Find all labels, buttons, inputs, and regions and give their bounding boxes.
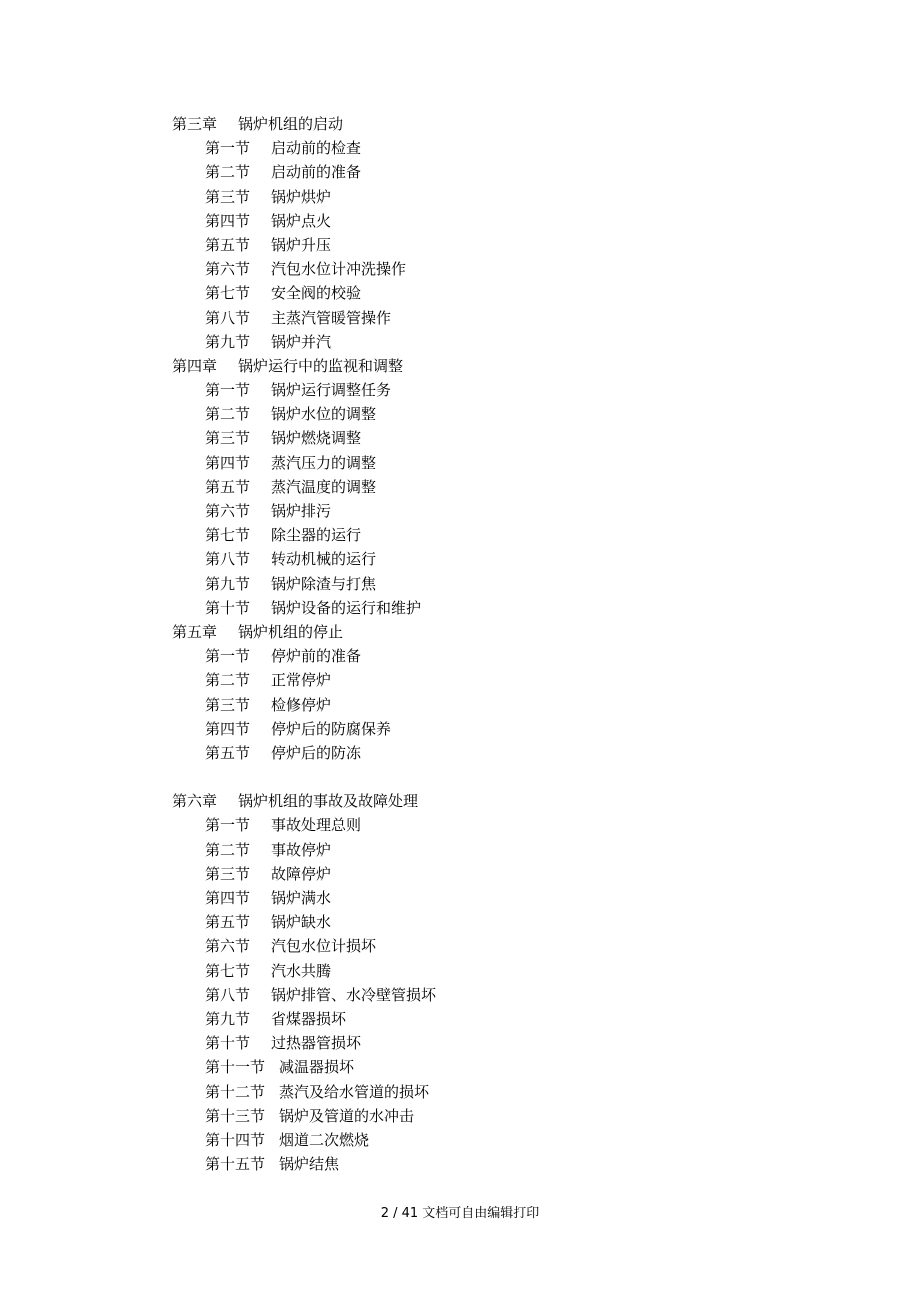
section-title: 汽水共腾 <box>271 961 332 980</box>
section-item <box>172 306 792 330</box>
section-title: 锅炉排管、水冷壁管损坏 <box>271 985 437 1004</box>
section-number: 第十节 <box>205 1034 251 1053</box>
section-item <box>172 644 792 668</box>
section-number: 第六节 <box>205 502 251 520</box>
section-title: 锅炉设备的运行和维护 <box>271 598 422 617</box>
section-title: 启动前的准备 <box>271 163 362 182</box>
section-number: 第一节 <box>205 381 251 400</box>
section-number: 第二节 <box>205 405 251 424</box>
chapter-number: 第五章 <box>172 622 218 641</box>
section-title: 安全阀的校验 <box>271 284 362 303</box>
section-item <box>172 668 792 692</box>
section-title: 省煤器损坏 <box>271 1009 347 1028</box>
section-title: 事故停炉 <box>271 840 332 859</box>
section-number: 第九节 <box>205 1009 251 1028</box>
section-title: 锅炉并汽 <box>271 332 332 351</box>
section-number: 第一节 <box>205 816 251 835</box>
section-number: 第五节 <box>205 477 251 496</box>
section-item <box>172 257 792 281</box>
section-title: 锅炉排污 <box>271 502 332 520</box>
section-number: 第二节 <box>205 671 251 690</box>
chapter-number: 第三章 <box>172 115 218 133</box>
section-item <box>172 934 792 958</box>
section-title: 锅炉升压 <box>271 235 332 254</box>
section-title: 正常停炉 <box>271 671 332 690</box>
section-title: 过热器管损坏 <box>271 1034 362 1053</box>
section-item <box>172 1055 792 1079</box>
section-number: 第九节 <box>205 574 251 593</box>
section-number: 第五节 <box>205 913 251 932</box>
section-number: 第三节 <box>205 187 251 206</box>
section-item <box>172 1031 792 1055</box>
section-item <box>172 983 792 1007</box>
section-item <box>172 547 792 571</box>
section-number: 第七节 <box>205 284 251 303</box>
section-item <box>172 499 792 523</box>
section-item <box>172 136 792 160</box>
section-number: 第八节 <box>205 550 251 569</box>
chapter-number: 第四章 <box>172 356 218 375</box>
section-number: 第三节 <box>205 864 251 883</box>
section-title: 主蒸汽管暖管操作 <box>271 308 392 327</box>
section-item <box>172 1104 792 1128</box>
page-footer: 2 / 41 文档可自由编辑打印 <box>380 1206 540 1221</box>
section-item <box>172 160 792 184</box>
section-title: 锅炉结焦 <box>279 1155 340 1174</box>
section-title: 停炉后的防冻 <box>271 743 362 762</box>
section-number: 第二节 <box>205 163 251 182</box>
section-number: 第四节 <box>205 211 251 230</box>
table-of-contents <box>172 112 792 1176</box>
section-number: 第三节 <box>205 429 251 448</box>
section-number: 第四节 <box>205 889 251 907</box>
section-title: 事故处理总则 <box>271 816 362 835</box>
section-number: 第八节 <box>205 985 251 1004</box>
section-title: 蒸汽压力的调整 <box>271 453 377 472</box>
section-item <box>172 281 792 305</box>
section-title: 检修停炉 <box>271 695 332 714</box>
section-number: 第十五节 <box>205 1155 266 1174</box>
section-number: 第七节 <box>205 526 251 545</box>
section-title: 锅炉及管道的水冲击 <box>279 1106 415 1125</box>
section-number: 第七节 <box>205 961 251 980</box>
section-title: 锅炉烘炉 <box>271 187 332 206</box>
section-number: 第一节 <box>205 139 251 158</box>
section-item <box>172 475 792 499</box>
section-title: 锅炉水位的调整 <box>271 405 377 424</box>
section-number: 第六节 <box>205 260 251 279</box>
section-item <box>172 886 792 910</box>
section-title: 蒸汽温度的调整 <box>271 477 377 496</box>
section-number: 第四节 <box>205 453 251 472</box>
section-number: 第二节 <box>205 840 251 859</box>
section-number: 第十四节 <box>205 1130 266 1149</box>
chapter-title: 锅炉机组的事故及故障处理 <box>238 792 419 811</box>
chapter-heading <box>172 354 792 378</box>
section-title: 锅炉除渣与打焦 <box>271 574 377 593</box>
section-title: 停炉前的准备 <box>271 647 362 666</box>
section-item <box>172 378 792 402</box>
chapter-title: 锅炉运行中的监视和调整 <box>238 356 404 375</box>
section-title: 锅炉燃烧调整 <box>271 429 362 448</box>
section-number: 第一节 <box>205 647 251 666</box>
section-title: 减温器损坏 <box>279 1058 355 1077</box>
section-number: 第五节 <box>205 743 251 762</box>
section-title: 烟道二次燃烧 <box>279 1130 370 1149</box>
section-item <box>172 185 792 209</box>
section-title: 故障停炉 <box>271 864 332 883</box>
section-item <box>172 1128 792 1152</box>
section-item <box>172 572 792 596</box>
section-number: 第十节 <box>205 598 251 617</box>
section-item <box>172 451 792 475</box>
section-number: 第八节 <box>205 308 251 327</box>
section-item <box>172 1152 792 1176</box>
section-title: 汽包水位计冲洗操作 <box>271 260 407 279</box>
chapter-heading <box>172 789 792 813</box>
section-item <box>172 717 792 741</box>
section-item <box>172 741 792 765</box>
section-number: 第六节 <box>205 937 251 956</box>
section-item <box>172 402 792 426</box>
section-number: 第四节 <box>205 719 251 738</box>
section-number: 第十二节 <box>205 1082 266 1101</box>
section-item <box>172 596 792 620</box>
section-item <box>172 1007 792 1031</box>
section-title: 汽包水位计损坏 <box>271 937 377 956</box>
section-item <box>172 523 792 547</box>
section-title: 锅炉满水 <box>271 889 332 907</box>
section-title: 锅炉点火 <box>271 211 332 230</box>
section-item <box>172 426 792 450</box>
section-item <box>172 959 792 983</box>
section-number: 第三节 <box>205 695 251 714</box>
chapter-title: 锅炉机组的启动 <box>238 115 344 133</box>
section-title: 停炉后的防腐保养 <box>271 719 392 738</box>
section-item <box>172 693 792 717</box>
chapter-number: 第六章 <box>172 792 218 811</box>
section-item <box>172 209 792 233</box>
section-number: 第十三节 <box>205 1106 266 1125</box>
section-number: 第十一节 <box>205 1058 266 1077</box>
chapter-heading <box>172 620 792 644</box>
section-title: 蒸汽及给水管道的损坏 <box>279 1082 430 1101</box>
section-item <box>172 910 792 934</box>
section-item <box>172 838 792 862</box>
section-item <box>172 1080 792 1104</box>
section-item <box>172 813 792 837</box>
section-item <box>172 862 792 886</box>
section-number: 第九节 <box>205 332 251 351</box>
section-title: 转动机械的运行 <box>271 550 377 569</box>
section-title: 锅炉缺水 <box>271 913 332 932</box>
section-title: 锅炉运行调整任务 <box>271 381 392 400</box>
section-item <box>172 233 792 257</box>
section-number: 第五节 <box>205 235 251 254</box>
section-title: 除尘器的运行 <box>271 526 362 545</box>
section-title: 启动前的检查 <box>271 139 362 158</box>
section-item <box>172 330 792 354</box>
chapter-title: 锅炉机组的停止 <box>238 622 344 641</box>
chapter-heading <box>172 112 792 136</box>
